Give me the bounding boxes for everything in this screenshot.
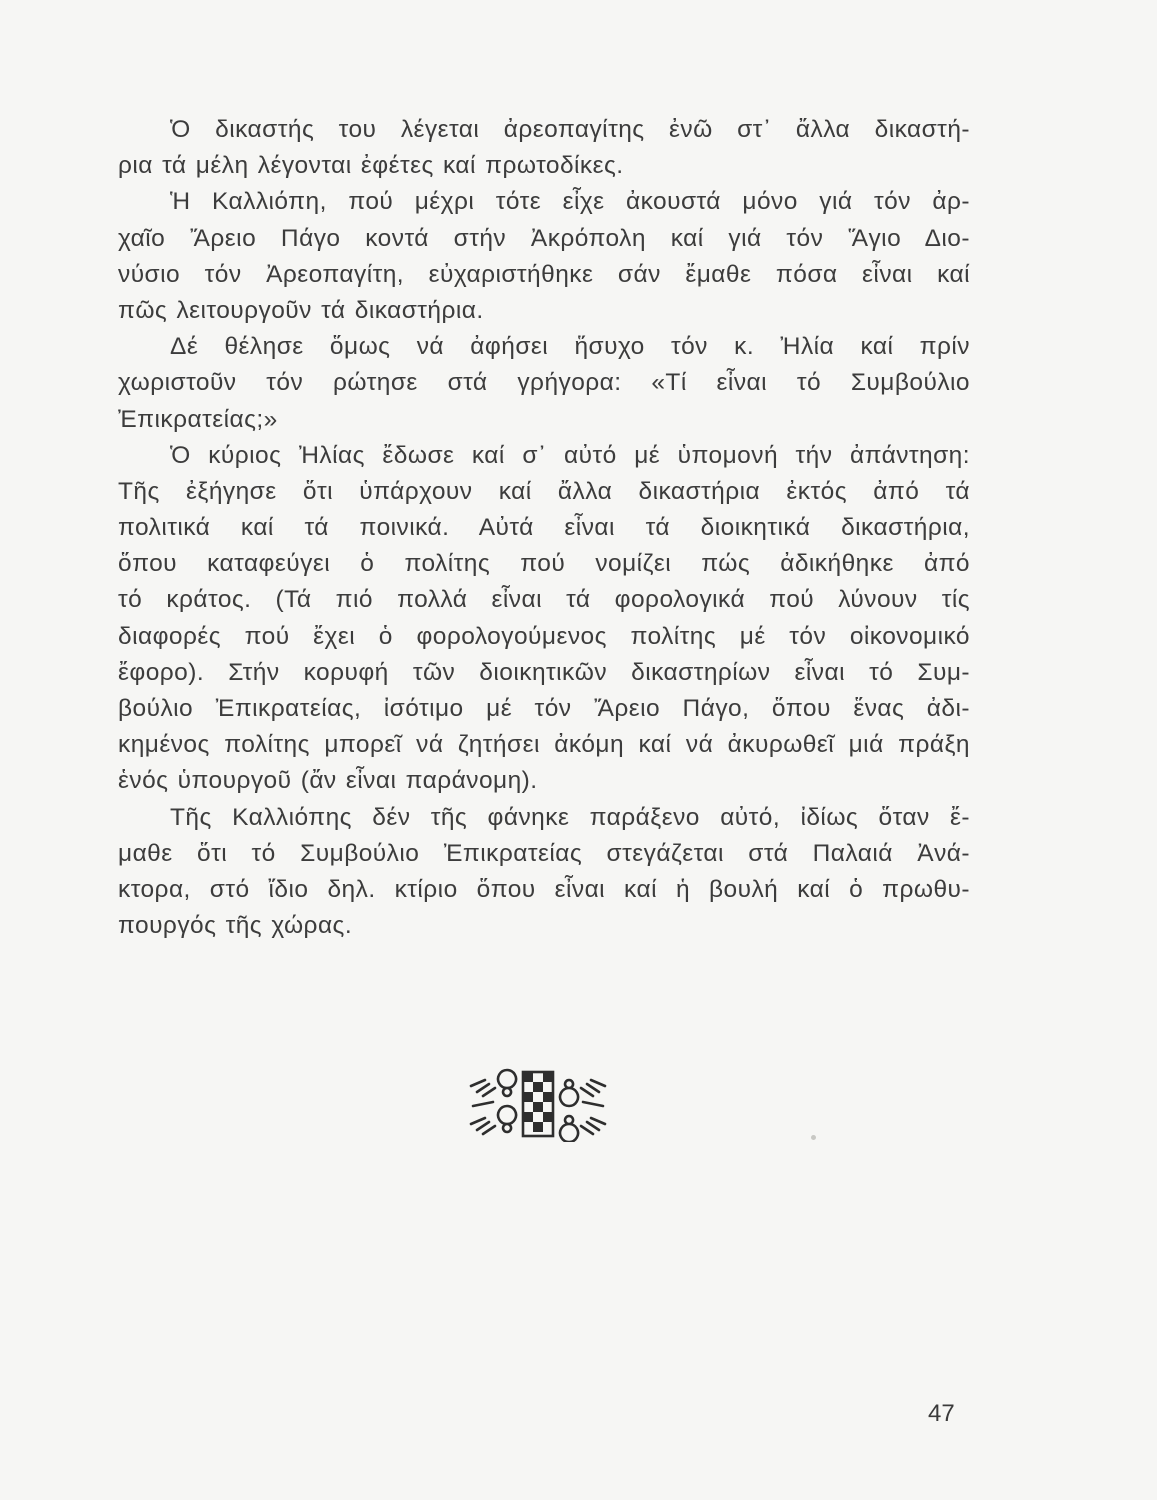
text-line: Ἡ Καλλιόπη, πού μέχρι τότε εἶχε ἀκουστά μόνο γιά τόν ἀρ-: [170, 188, 970, 216]
text-line: χωριστοῦν τόν ρώτησε στά γρήγορα: «Τί εἶναι τό Συμβούλιο: [118, 369, 970, 397]
text-line: ἑνός ὑπουργοῦ (ἄν εἶναι παράνομη).: [118, 767, 538, 795]
text-line: Ὁ κύριος Ἠλίας ἔδωσε καί σ᾽ αὐτό μέ ὑπομονή τήν ἀπάντηση:: [170, 441, 970, 469]
text-line: διαφορές πού ἔχει ὁ φορολογούμενος πολίτης μέ τόν οἰκονομικό: [118, 622, 970, 650]
text-line: μαθε ὅτι τό Συμβούλιο Ἐπικρατείας στεγάζεται στά Παλαιά Ἀνά-: [118, 839, 970, 867]
text-line: Τῆς ἐξήγησε ὅτι ὑπάρχουν καί ἄλλα δικαστήρια ἐκτός ἀπό τά: [118, 477, 970, 505]
text-line: Ὁ δικαστής του λέγεται ἀρεοπαγίτης ἐνῶ στ᾽ ἄλλα δικαστή-: [170, 116, 970, 143]
text-line: χαῖο Ἄρειο Πάγο κοντά στήν Ἀκρόπολη καί γιά τόν Ἅγιο Διο-: [118, 224, 970, 252]
text-line: κημένος πολίτης μπορεῖ νά ζητήσει ἀκόμη καί νά ἀκυρωθεῖ μιά πράξη: [118, 731, 970, 759]
text-line: πῶς λειτουργοῦν τά δικαστήρια.: [118, 296, 484, 324]
text-line: τό κράτος. (Τά πιό πολλά εἶναι τά φορολογικά πού λύνουν τίς: [118, 586, 970, 614]
text-line: βούλιο Ἐπικρατείας, ἰσότιμο μέ τόν Ἄρειο Πάγο, ὅπου ἕνας ἀδι-: [118, 695, 970, 722]
body-text: [118, 112, 970, 944]
text-line: πουργός τῆς χώρας.: [118, 912, 353, 940]
greek-fret-ornament-icon: [463, 1066, 613, 1142]
text-line: Ἐπικρατείας;»: [118, 405, 278, 433]
text-line: Τῆς Καλλιόπης δέν τῆς φάνηκε παράξενο αὐτό, ἰδίως ὅταν ἔ-: [170, 803, 970, 831]
text-line: πολιτικά καί τά ποινικά. Αὐτά εἶναι τά διοικητικά δικαστήρια,: [118, 514, 970, 542]
page-number: 47: [928, 1400, 955, 1427]
paper-speck: [811, 1135, 816, 1140]
text-line: ἔφορο). Στήν κορυφή τῶν διοικητικῶν δικαστηρίων εἶναι τό Συμ-: [118, 658, 970, 686]
text-line: κτορα, στό ἴδιο δηλ. κτίριο ὅπου εἶναι καί ἡ βουλή καί ὁ πρωθυ-: [118, 875, 970, 903]
text-line: Δέ θέλησε ὅμως νά ἀφήσει ἥσυχο τόν κ. Ἠλία καί πρίν: [170, 333, 970, 361]
text-line: ρια τά μέλη λέγονται ἐφέτες καί πρωτοδίκες.: [118, 152, 624, 180]
text-line: ὅπου καταφεύγει ὁ πολίτης πού νομίζει πώς ἀδικήθηκε ἀπό: [118, 550, 970, 578]
text-line: νύσιο τόν Ἀρεοπαγίτη, εὐχαριστήθηκε σάν ἔμαθε πόσα εἶναι καί: [118, 260, 970, 288]
